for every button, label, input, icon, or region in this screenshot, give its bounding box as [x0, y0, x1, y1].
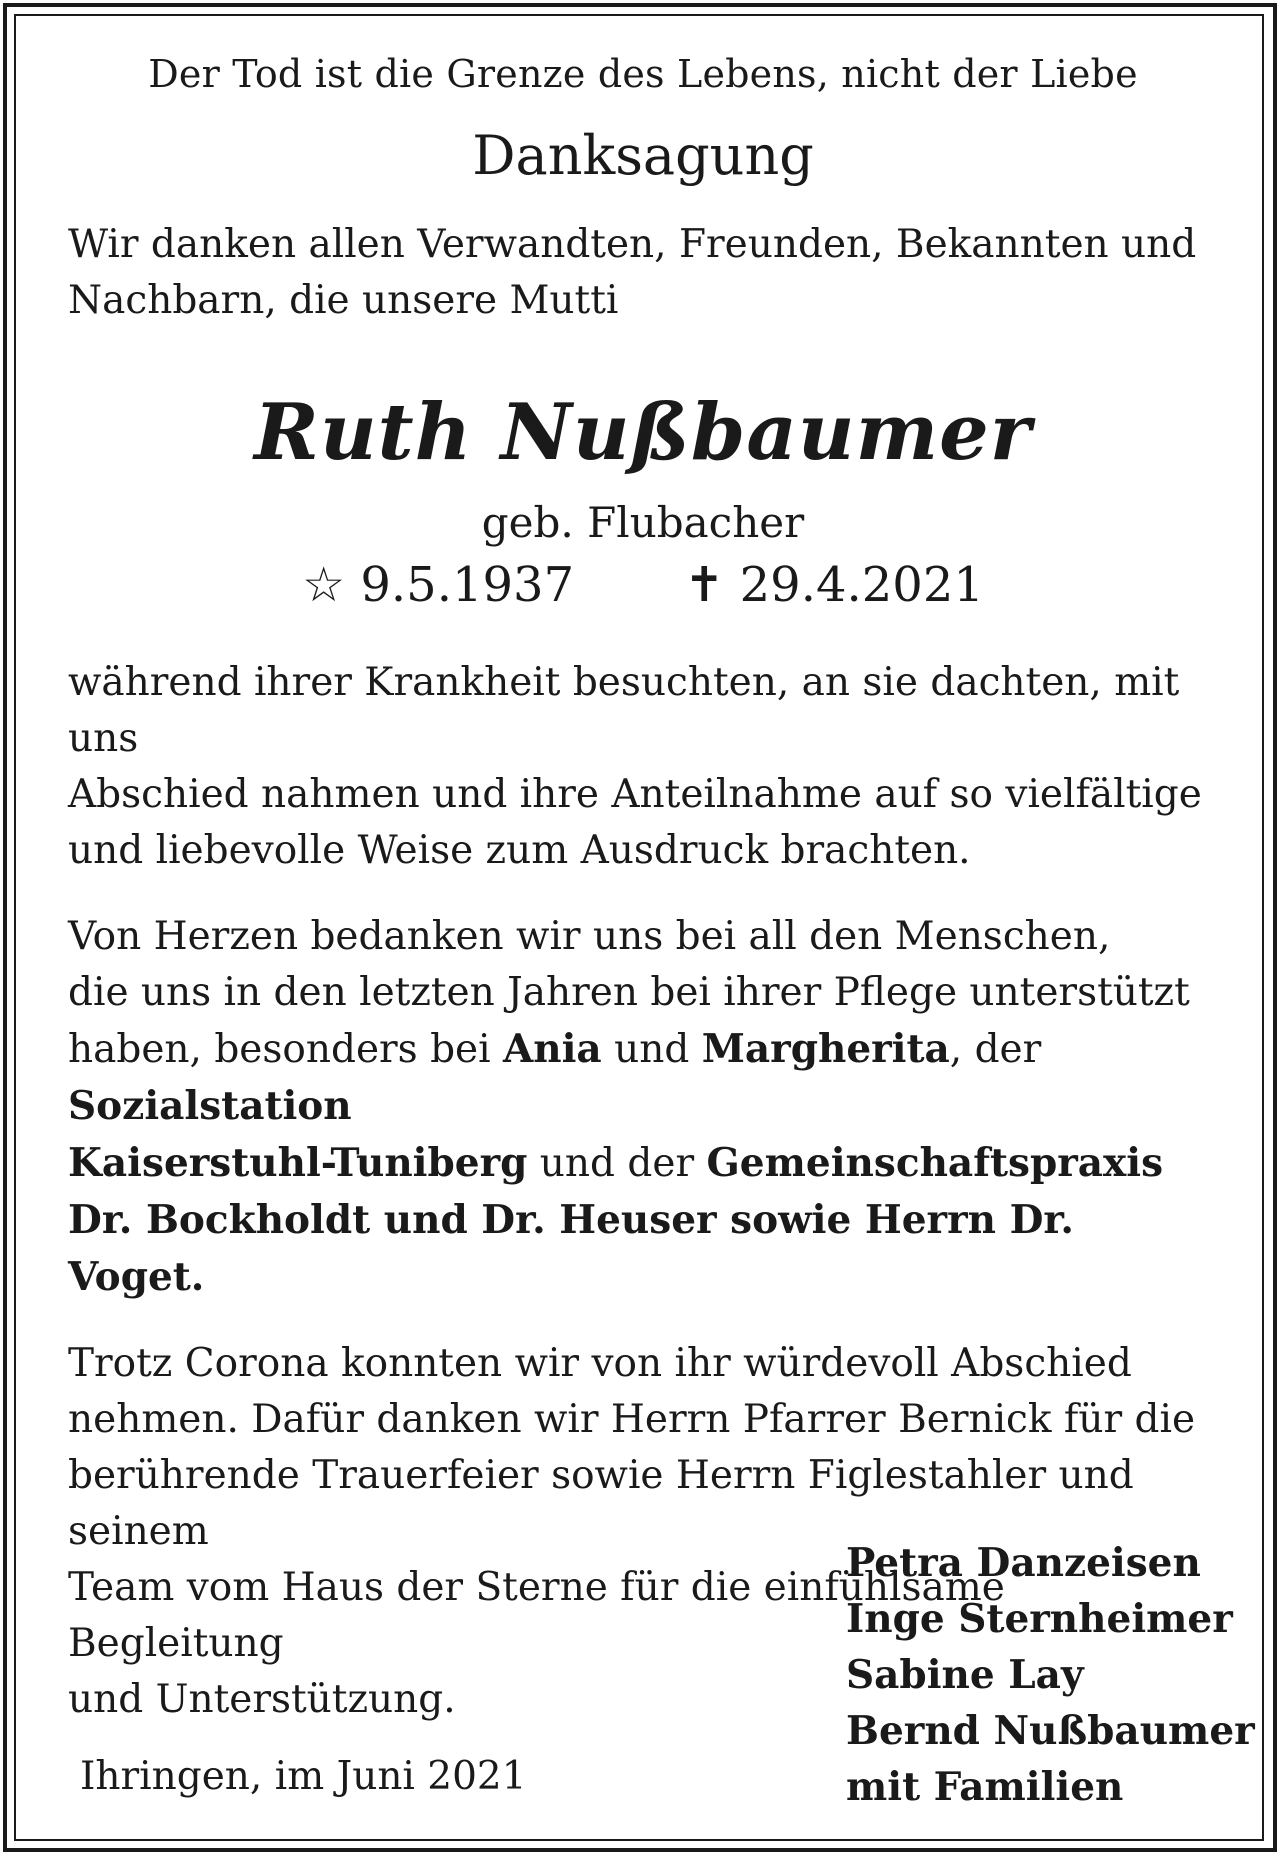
footer [68, 1535, 1255, 1815]
thanks-line: die uns in den letzten Jahren bei ihrer Pflege unterstützt [68, 970, 1190, 1015]
birth-star-icon: ☆ [302, 557, 346, 613]
death-cross-icon: ✝ [684, 557, 725, 613]
organization-name: Sozialstation [68, 1083, 352, 1129]
thanks-paragraph [68, 909, 1218, 1306]
notice-body [68, 40, 1218, 1728]
thanks-line: Von Herzen bedanken wir uns bei all den Menschen, [68, 914, 1111, 959]
visits-paragraph [68, 655, 1218, 879]
intro-line: Nachbarn, die unsere Mutti [68, 278, 619, 323]
heading: Danksagung [472, 124, 814, 187]
organization-name: Kaiserstuhl-Tuniberg [68, 1140, 528, 1186]
intro-paragraph [68, 217, 1218, 329]
corona-line: und Unterstützung. [68, 1677, 456, 1722]
signer: Petra Danzeisen [846, 1540, 1201, 1586]
caregiver-name: Margherita [701, 1026, 950, 1072]
visits-line: Abschied nahmen und ihre Anteilnahme auf so vielfältige [68, 772, 1202, 817]
doctors-names: Dr. Bockholdt und Dr. Heuser sowie Herrn Dr. Voget. [68, 1197, 1074, 1300]
life-dates [68, 557, 1218, 613]
intro-line: Wir danken allen Verwandten, Freunden, Bekannten und [68, 222, 1197, 267]
thanks-text: und der [527, 1141, 707, 1186]
signer: Bernd Nußbaumer [846, 1708, 1255, 1754]
signer: Sabine Lay [846, 1652, 1084, 1698]
corona-line: Trotz Corona konnten wir von ihr würdevoll Abschied [68, 1341, 1132, 1386]
visits-line: und liebevolle Weise zum Ausdruck brachten. [68, 828, 971, 873]
corona-line: berührende Trauerfeier sowie Herrn Figlestahler und seinem [68, 1453, 1134, 1554]
caregiver-name: Ania [503, 1026, 602, 1072]
corona-line: Team vom Haus der Sterne für die einfühlsame Begleitung [68, 1565, 1005, 1666]
motto: Der Tod ist die Grenze des Lebens, nicht der Liebe [148, 52, 1138, 96]
visits-line: während ihrer Krankheit besuchten, an sie dachten, mit uns [68, 660, 1180, 761]
death-date: 29.4.2021 [739, 557, 984, 613]
thanks-text: haben, besonders bei [68, 1027, 503, 1072]
signer: mit Familien [846, 1764, 1124, 1810]
birth-date: 9.5.1937 [360, 557, 575, 613]
corona-line: nehmen. Dafür danken wir Herrn Pfarrer Bernick für die [68, 1397, 1196, 1442]
thanks-text: und [601, 1027, 702, 1072]
place-date: Ihringen, im Juni 2021 [80, 1754, 527, 1799]
deceased-name: Ruth Nußbaumer [254, 387, 1032, 478]
maiden-name: geb. Flubacher [481, 498, 805, 547]
signer: Inge Sternheimer [846, 1596, 1233, 1642]
thanks-text: , der [949, 1027, 1042, 1072]
practice-name: Gemeinschaftspraxis [706, 1140, 1164, 1186]
signers-list [846, 1535, 1255, 1815]
